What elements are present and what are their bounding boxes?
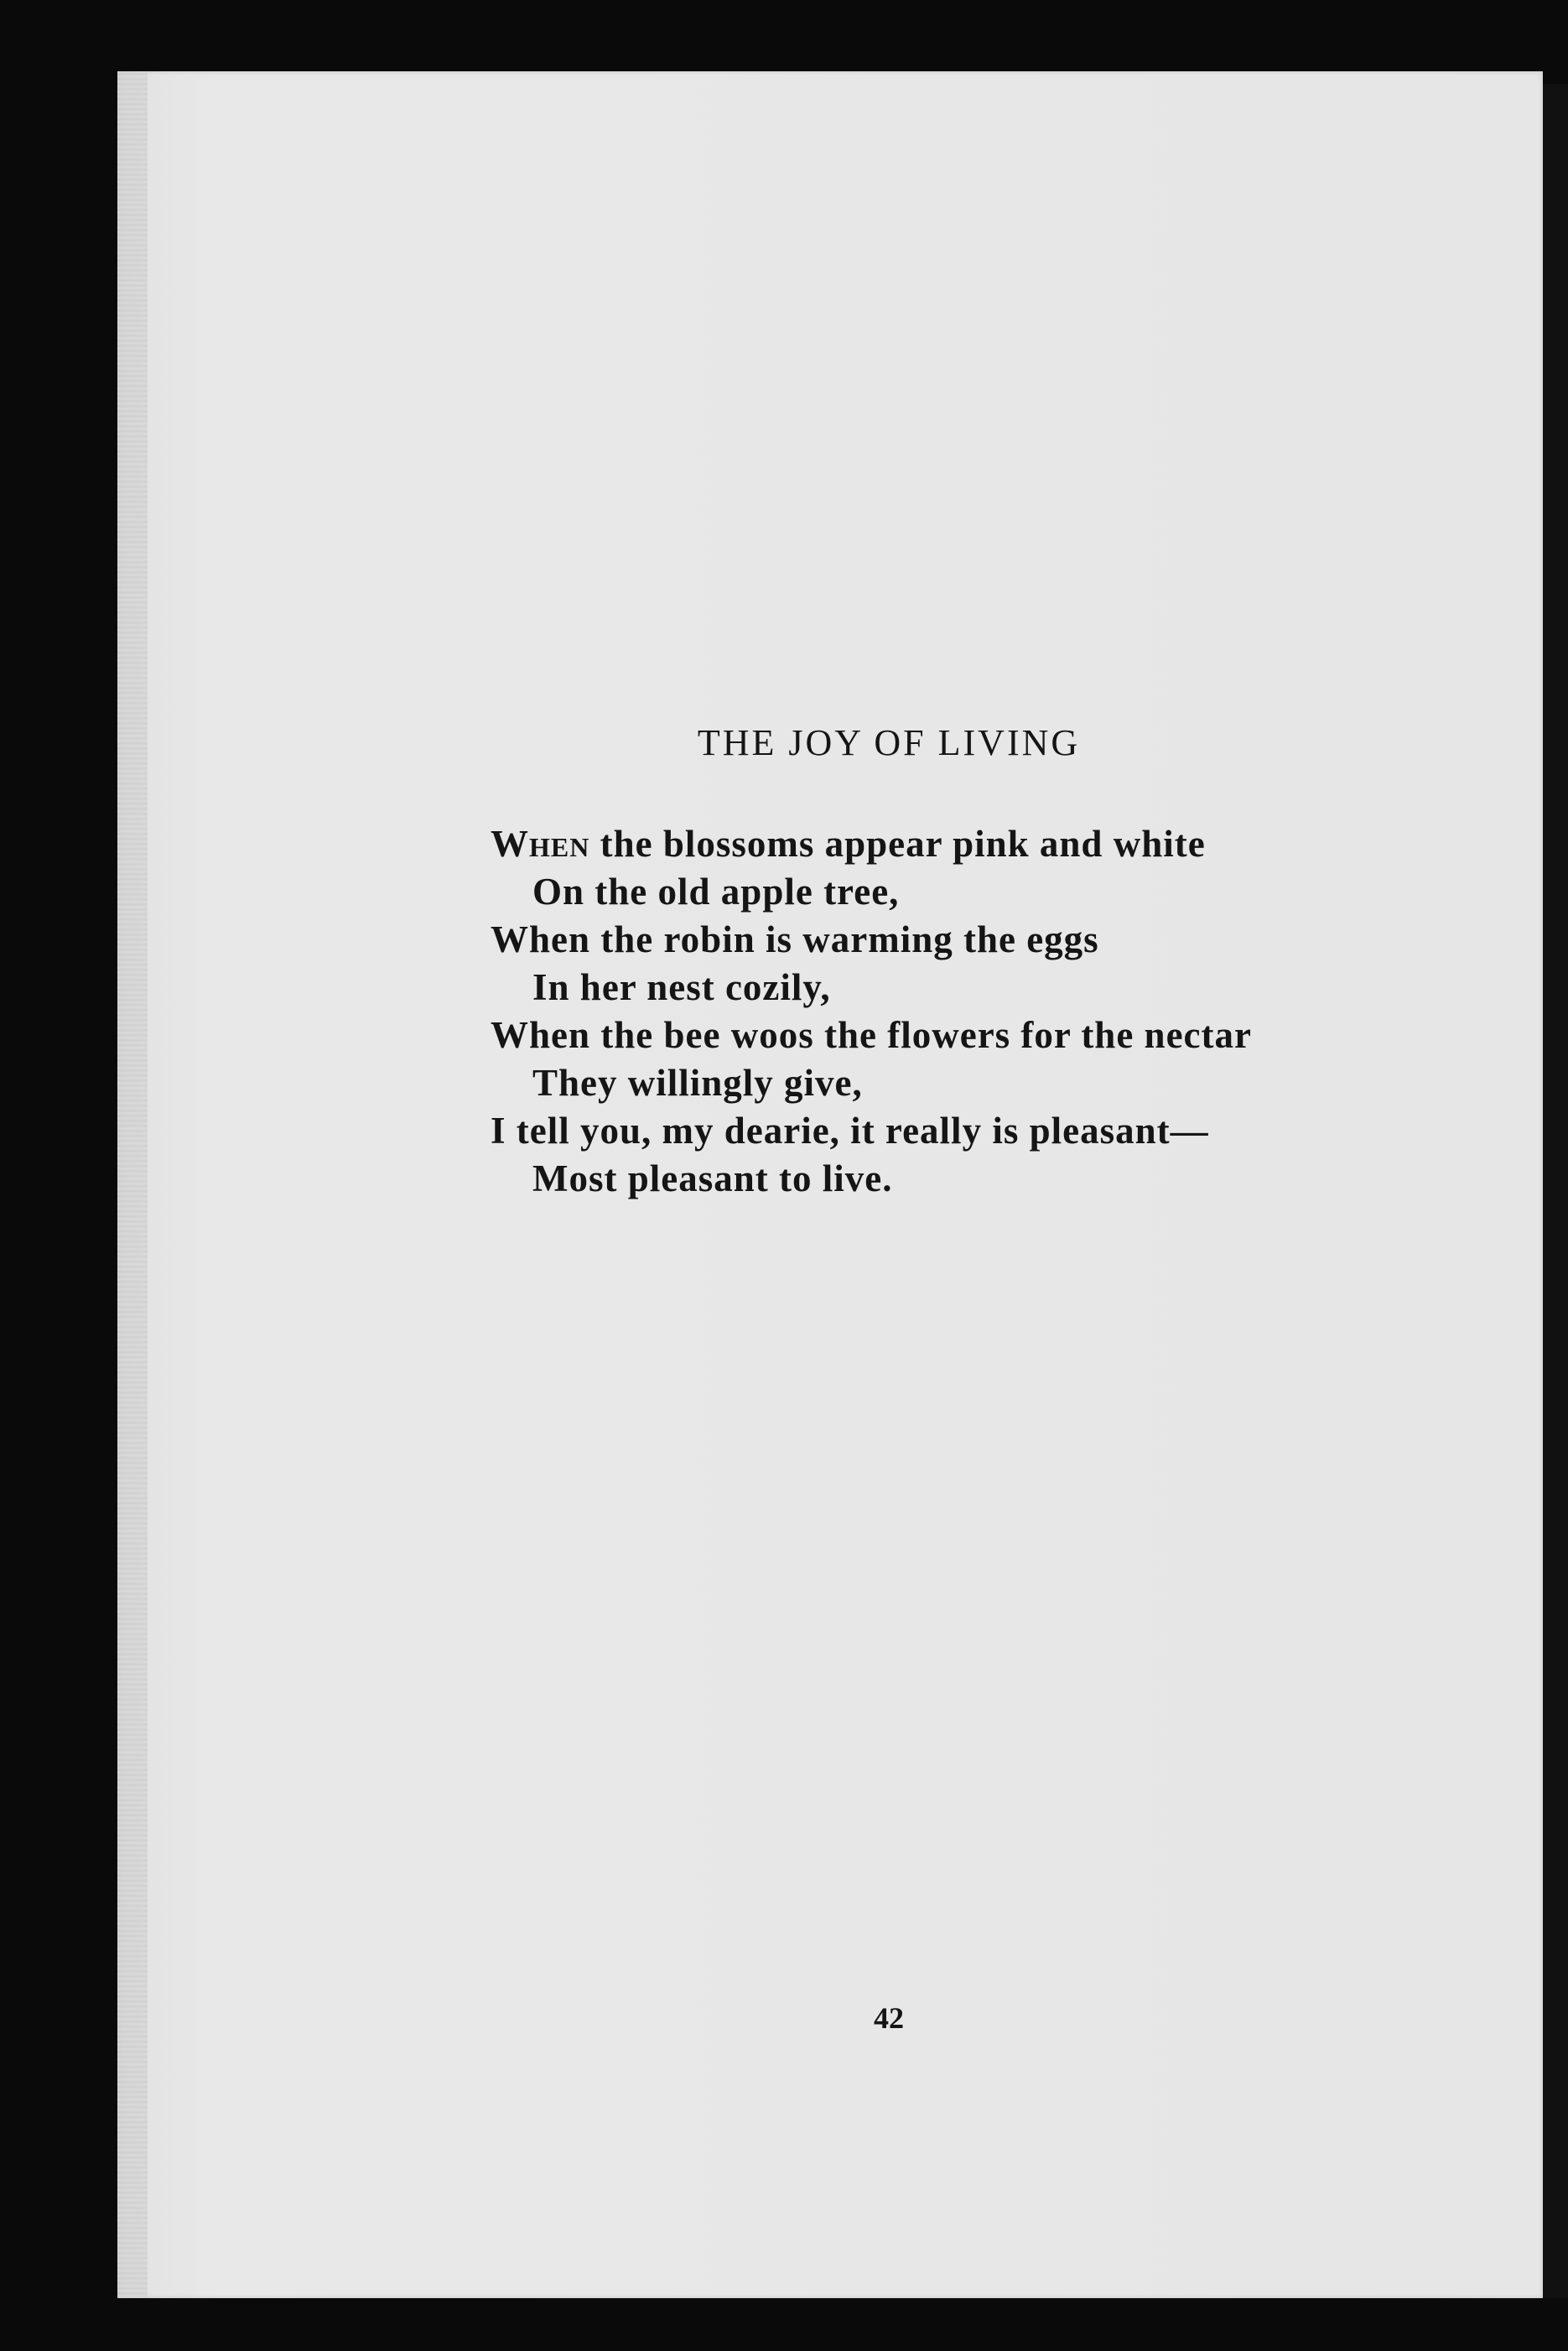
- scan-edge: [1543, 84, 1568, 2298]
- poem-line: When the robin is warming the eggs: [491, 918, 1099, 960]
- poem-line: [491, 820, 1252, 868]
- page-number: 42: [874, 2001, 904, 2035]
- poem-line: Most pleasant to live.: [532, 1157, 893, 1199]
- poem-body: [491, 820, 1252, 1203]
- poem-line: When the bee woos the flowers for the nectar: [491, 1014, 1252, 1056]
- poem-first-word: When: [491, 823, 590, 865]
- poem-line: In her nest cozily,: [532, 966, 831, 1008]
- poem-line: I tell you, my dearie, it really is pleasant—: [491, 1110, 1209, 1152]
- poem-line-text: the blossoms appear pink and white: [589, 823, 1206, 865]
- poem-line: On the old apple tree,: [532, 871, 900, 913]
- poem-title: THE JOY OF LIVING: [697, 722, 1081, 763]
- poem-line: They willingly give,: [532, 1062, 863, 1104]
